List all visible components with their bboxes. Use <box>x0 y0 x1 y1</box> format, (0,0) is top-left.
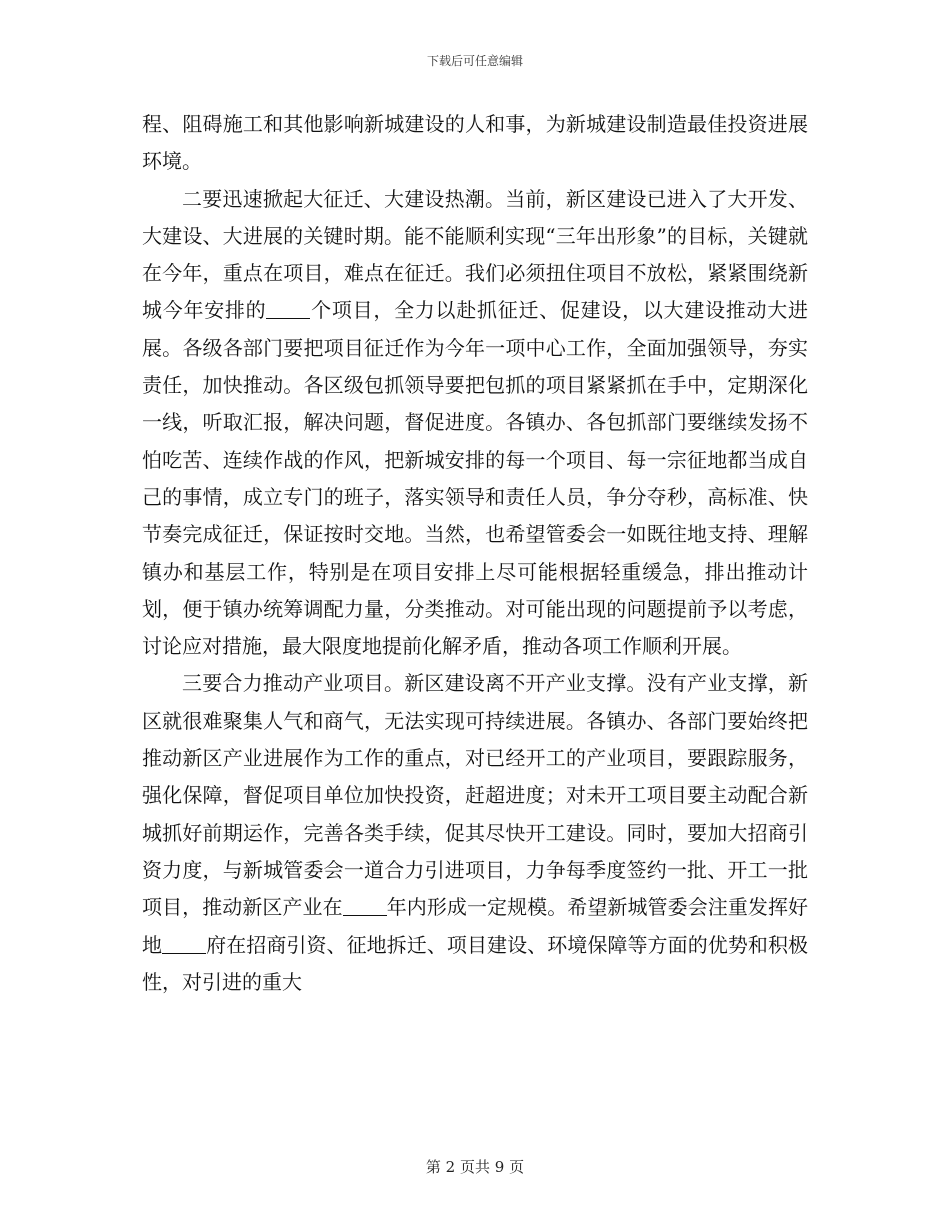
paragraph-2 <box>142 181 808 666</box>
paragraph-3 <box>142 665 808 1001</box>
paragraph-1 <box>142 106 808 181</box>
paragraph-2-text-b: 个项目，全力以赴抓征迁、促建设，以大建设推动大进展。各级各部门要把项目征迁作为今年一项中心工作，全面加强领导，夯实责任，加快推动。各区级包抓领导要把包抓的项目紧紧抓在手中，定期深化一线，听取汇报，解决问题，督促进度。各镇办、各包抓部门要继续发扬不怕吃苦、连续作战的作风，把新城安排的每一个项目、每一宗征地都当成自己的事情，成立专门的班子，落实领导和责任人员，争分夺秒，高标准、快节奏完成征迁，保证按时交地。当然，也希望管委会一如既往地支持、理解镇办和基层工作，特别是在项目安排上尽可能根据轻重缓急，排出推动计划，便于镇办统筹调配力量，分类推动。对可能出现的问题提前予以考虑，讨论应对措施，最大限度地提前化解矛盾，推动各项工作顺利开展。 <box>142 298 809 659</box>
fill-in-blank <box>162 933 206 954</box>
paragraph-3-text-c: 府在招商引资、征地拆迁、项目建设、环境保障等方面的优势和积极性，对引进的重大 <box>142 932 809 994</box>
paragraph-1-text: 程、阻碍施工和其他影响新城建设的人和事，为新城建设制造最佳投资进展环境。 <box>142 112 808 174</box>
paragraph-2-text-a: 二要迅速掀起大征迁、大建设热潮。当前，新区建设已进入了大开发、大建设、大进展的关键时期。能不能顺利实现“三年出形象”的目标，关键就在今年，重点在项目，难点在征迁。我们必须扭住项目不放松，紧紧围绕新城今年安排的 <box>142 186 808 323</box>
fill-in-blank <box>266 298 310 319</box>
paragraph-3-text-b: 年内形成一定规模。希望新城管委会注重发挥好地 <box>142 895 809 957</box>
fill-in-blank <box>343 895 387 916</box>
paragraph-3-text-a: 三要合力推动产业项目。新区建设离不开产业支撑。没有产业支撑，新区就很难聚集人气和商气，无法实现可持续进展。各镇办、各部门要始终把推动新区产业进展作为工作的重点，对已经开工的产业项目，要跟踪服务，强化保障，督促项目单位加快投资，赶超进度；对未开工项目要主动配合新城抓好前期运作，完善各类手续，促其尽快开工建设。同时，要加大招商引资力度，与新城管委会一道合力引进项目，力争每季度签约一批、开工一批项目，推动新区产业在 <box>142 671 808 920</box>
page-footer: 第 2 页共 9 页 <box>425 1158 525 1176</box>
page-header: 下载后可任意编辑 <box>426 54 523 68</box>
document-body <box>142 106 808 1001</box>
